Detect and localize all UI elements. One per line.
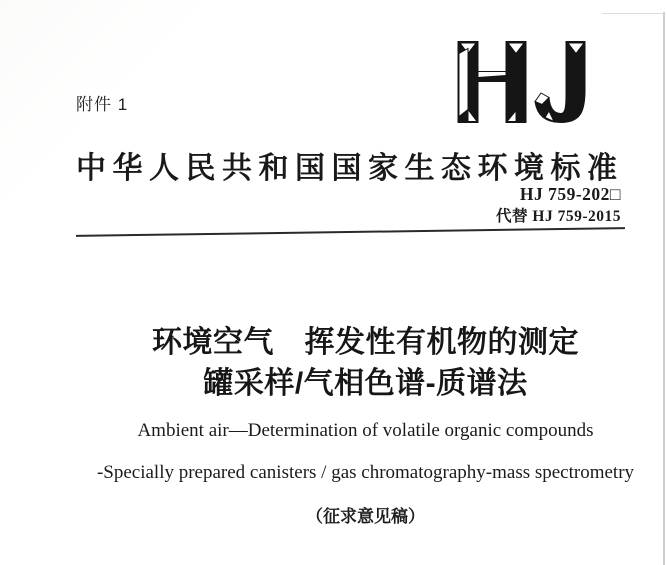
replaces-note: 代替 HJ 759-2015 [496, 208, 621, 225]
divider-rule [76, 227, 625, 237]
cn-title-line2: 罐采样/气相色谱-质谱法 [203, 367, 528, 400]
hj-logo-graphic [453, 35, 593, 141]
en-title-line1: Ambient air—Determination of volatile organic compounds [137, 420, 594, 441]
hj-logo [453, 35, 593, 141]
attachment-label: 附件 1 [76, 95, 129, 114]
scan-edge-top [602, 13, 664, 14]
org-title: 中华人民共和国国家生态环境标准 [76, 152, 624, 185]
en-title-line2: -Specially prepared canisters / gas chromatography-mass spectrometry [96, 462, 635, 483]
draft-status: （征求意见稿） [306, 507, 425, 526]
cn-title-line1: 环境空气 挥发性有机物的测定 [152, 326, 579, 359]
standard-code: HJ 759-202□ [519, 184, 621, 204]
standard-code-block [496, 184, 621, 227]
